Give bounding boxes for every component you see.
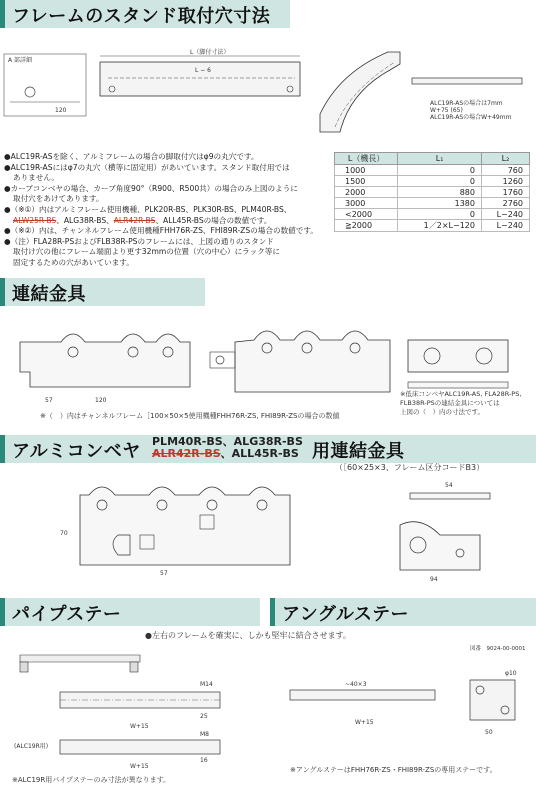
cell: 3000 xyxy=(335,198,398,209)
dim-54: 54 xyxy=(445,482,453,489)
angle-stay-drawing xyxy=(275,650,536,760)
section-header-connector xyxy=(0,278,205,306)
cell: 1380 xyxy=(398,198,482,209)
figure-number: 図番 9024-00-0001 xyxy=(470,646,526,652)
cell: <2000 xyxy=(335,209,398,220)
cell: 880 xyxy=(398,187,482,198)
cell: 2000 xyxy=(335,187,398,198)
note: ●ALC19R-ASにはφ7の丸穴（横等に固定用）があいています。スタンド取付用では xyxy=(4,162,290,172)
table-row xyxy=(335,209,530,220)
cell: 0 xyxy=(398,209,482,220)
length-table xyxy=(334,152,530,232)
section-title: 連結金具 xyxy=(12,284,86,305)
note: ありません。 xyxy=(13,173,60,183)
section-bar xyxy=(0,598,5,626)
table-header: L₂ xyxy=(481,153,529,165)
section-title: アングルステー xyxy=(282,604,409,625)
cell: ≧2000 xyxy=(335,220,398,232)
dim-16: 16 xyxy=(200,757,208,764)
cell: L−240 xyxy=(481,209,529,220)
cell: 0 xyxy=(398,165,482,176)
curve-note1: ALC19R-ASの場合は7mm xyxy=(430,100,503,107)
dim-W15: W+15 xyxy=(130,723,149,730)
cell: 1／2×L−120 xyxy=(398,220,482,232)
cell: 1500 xyxy=(335,176,398,187)
note-models xyxy=(4,216,329,227)
cell: 1760 xyxy=(481,187,529,198)
dim-50: 50 xyxy=(485,729,493,736)
section-title-suffix: 用連結金具 xyxy=(312,441,405,462)
connector-note: ※（ ）内はチャンネルフレーム［100×50×5使用機種FHH76R-ZS, FHI89R-ZSの場合の数値 xyxy=(40,412,340,420)
dim-M8: M8 xyxy=(200,731,209,738)
note: 取付穴をあけてあります。 xyxy=(13,194,104,204)
table-header-row xyxy=(335,153,530,165)
strike-model: ALR42R-BS xyxy=(152,447,221,460)
dim-57: 57 xyxy=(160,570,168,577)
model-names xyxy=(152,436,303,460)
strike-model: ALW25R-BS xyxy=(13,215,57,225)
dim-L6: L − 6 xyxy=(195,67,212,74)
pipe-stay-desc: ●左右のフレームを確実に、しかも堅牢に結合させます。 xyxy=(145,631,352,640)
connector-right-note: ※低床コンベヤALC19R-AS, FLA28R-PS, FLB38R-PSの連結金具については 上図の（ ）内の寸法です。 xyxy=(400,390,522,416)
detail-label: A 部詳細 xyxy=(8,57,33,64)
section-header-aluminum xyxy=(0,435,536,463)
notes-block xyxy=(4,152,329,269)
model-text: 、ALG38R-BS、 xyxy=(56,215,114,225)
section-title: アルミコンベヤ xyxy=(12,441,141,462)
note: 固定するための穴があいています。 xyxy=(13,257,134,267)
alc19r-label: (ALC19R用) xyxy=(14,743,49,750)
section-bar xyxy=(0,0,5,28)
cell: L−240 xyxy=(481,220,529,232)
strike-model: ALR42R-BS xyxy=(113,215,156,225)
model-line-1: PLM40R-BS、ALG38R-BS xyxy=(152,435,303,448)
cell: 760 xyxy=(481,165,529,176)
dim-M14: M14 xyxy=(200,681,213,688)
section-title: フレームのスタンド取付穴寸法 xyxy=(12,6,271,27)
section-bar xyxy=(0,435,5,463)
dim-120: 120 xyxy=(95,397,107,404)
section-header-stand-holes xyxy=(0,0,290,28)
table-header: L（機長） xyxy=(335,153,398,165)
dim-70: 70 xyxy=(60,530,68,537)
cell: 1000 xyxy=(335,165,398,176)
section-header-angle-stay xyxy=(270,598,536,626)
dim-W15: W+15 xyxy=(355,719,374,726)
model-text: 、ALL45R-BS xyxy=(220,447,299,460)
pipe-stay-footnote: ※ALC19R用パイプステーのみ寸法が異なります。 xyxy=(12,776,171,784)
table-row xyxy=(335,165,530,176)
aluminum-subtitle: （［60×25×3、フレーム区分コードB3） xyxy=(335,463,485,472)
table-row xyxy=(335,176,530,187)
model-line-2 xyxy=(152,448,303,460)
curve-note2: W+75 (65) xyxy=(430,107,463,114)
dim-25: 25 xyxy=(200,713,208,720)
dim-W15: W+15 xyxy=(130,763,149,770)
note: ●（※①）内はアルミフレーム使用機種、PLK20R-BS、PLK30R-BS、PLM40R-BS、 xyxy=(4,204,292,214)
curve-note3: ALC19R-ASの場合W+49mm xyxy=(430,114,512,121)
note: ●ALC19R-ASを除く、アルミフレームの場合の脚取付穴はφ9の丸穴です。 xyxy=(4,152,259,161)
section-bar xyxy=(270,598,275,626)
note: 取付け穴の他にフレーム端面より更す32mmの位置（穴の中心）にラック等に xyxy=(13,247,280,257)
cell: 0 xyxy=(398,176,482,187)
note: ●（注）FLA28R-PSおよびFLB38R-PSのフレームには、上図の通りのスタンド xyxy=(4,236,274,246)
aluminum-connector-drawing xyxy=(0,475,536,585)
section-bar xyxy=(0,278,5,306)
pipe-stay-drawing xyxy=(0,640,270,780)
dim-40x3: ~40×3 xyxy=(345,681,367,688)
table-header: L₁ xyxy=(398,153,482,165)
angle-stay-footnote: ※アングルステーはFHH76R-ZS・FHI89R-ZSの専用ステーです。 xyxy=(290,766,497,774)
section-title: パイプステー xyxy=(12,604,122,625)
note: ●カーブコンベヤの場合、カーブ角度90°（R900、R500共）の場合のみ上図のように xyxy=(4,183,298,193)
table-row xyxy=(335,220,530,232)
note: ●（※②）内は、チャンネルフレーム使用機種FHH76R-ZS、FHI89R-ZSの場合の数値です。 xyxy=(4,226,318,236)
cell: 1260 xyxy=(481,176,529,187)
dim-94: 94 xyxy=(430,576,438,583)
model-text: 、ALL45R-BSの場合の数値です。 xyxy=(155,215,272,225)
frame-hole-drawing xyxy=(0,32,536,152)
dim-120: 120 xyxy=(55,107,67,114)
dim-57: 57 xyxy=(45,397,53,404)
dim-L: L（脚付寸法） xyxy=(190,49,230,56)
table-row xyxy=(335,187,530,198)
table-row xyxy=(335,198,530,209)
dim-phi10: φ10 xyxy=(505,670,517,677)
cell: 2760 xyxy=(481,198,529,209)
section-header-pipe-stay xyxy=(0,598,260,626)
